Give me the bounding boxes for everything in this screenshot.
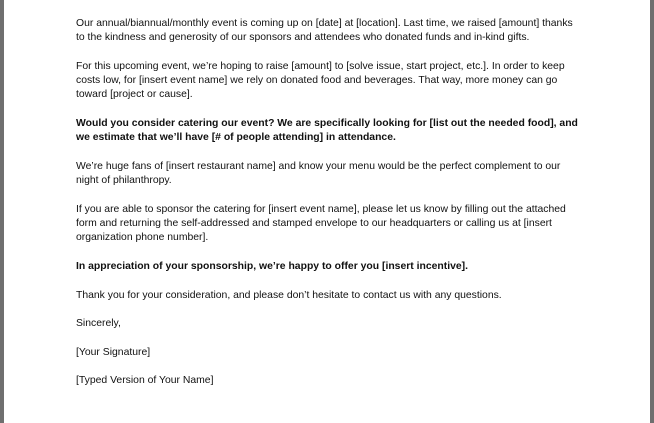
document-page (4, 0, 650, 423)
paragraph-event-intro: Our annual/biannual/monthly event is coming up on [date] at [location]. Last time, we raised [amount] thanks to the kindness and generosity of our sponsors and attendees who donated funds and in-kind gifts. (76, 18, 573, 44)
paragraph-restaurant-praise: We’re huge fans of [insert restaurant name] and know your menu would be the perfect complement to our night of philanthropy. (76, 160, 561, 187)
typed-name-placeholder: [Typed Version of Your Name] (76, 375, 214, 387)
paragraph-catering-request: Would you consider catering our event? We are specifically looking for [list out the needed food], and we estimate that we’ll have [# of people attending] in attendance. (76, 118, 578, 144)
signature-placeholder: [Your Signature] (76, 346, 151, 358)
partial-address-line (76, 0, 142, 3)
paragraph-thanks: Thank you for your consideration, and please don’t hesitate to contact us with any questions. (76, 289, 502, 301)
paragraph-fundraising-goal: For this upcoming event, we’re hoping to raise [amount] to [solve issue, start project, etc.]. In order to keep costs low, for [insert event name] we rely on donated food and beverages. That way, more money can go toward [project or cause]. (76, 60, 565, 101)
closing-salutation: Sincerely, (76, 318, 121, 330)
letter-body (76, 17, 580, 403)
paragraph-incentive: In appreciation of your sponsorship, we’re happy to offer you [insert incentive]. (76, 261, 469, 273)
paragraph-sponsorship-instructions: If you are able to sponsor the catering for [insert event name], please let us know by filling out the attached form and returning the self-addressed and stamped envelope to our headquarters or calling us at [insert organization phone number]. (76, 203, 566, 244)
